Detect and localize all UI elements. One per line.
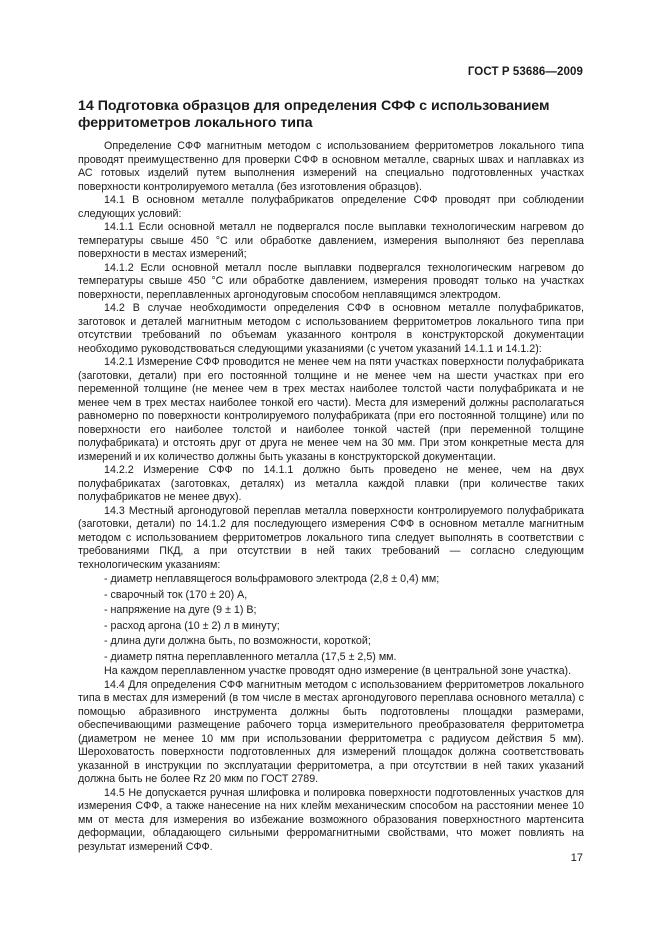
- paragraph-14-2-2: 14.2.2 Измерение СФФ по 14.1.1 должно быть проведено не менее, чем на двух полуфабрикатах (заготовках, деталях) из металла каждой плавки (при количестве таких полуфабрикатов не менее двух).: [78, 464, 584, 503]
- list-item: - расход аргона (10 ± 2) л в минуту;: [104, 619, 280, 632]
- paragraph-14-1-1: 14.1.1 Если основной металл не подвергался после выплавки технологическим нагревом до температуры свыше 450 °С или обработке давлением, измерения выполняют без переплава поверхности в местах измерений;: [78, 221, 584, 260]
- paragraph-14-2: 14.2 В случае необходимости определения СФФ в основном металле полуфабрикатов, заготовок и деталей магнитным методом с использованием ферритометров локального типа при отсутствии требований по объемам указанного контроля в конструкторской документации необходимо руководствоваться следующими указаниями (с учетом указаний 14.1.1 и 14.1.2):: [78, 302, 584, 355]
- paragraph-14-2-1: 14.2.1 Измерение СФФ проводится не менее чем на пяти участках поверхности полуфабриката (заготовки, детали) при его постоянной толщине и не менее чем на шести участках при его переменной толщине (не менее чем в трех местах наиболее толстой части полуфабриката и не менее чем в трех местах наиболее тонкой его части). Места для измерений должны располагаться равномерно по поверхности контролируемого полуфабриката (при его постоянной толщине) или по поверхности его наиболее толстой и наиболее тонкой частей (при переменной толщине полуфабриката) и отстоять друг от друга не менее чем на 30 мм. При этом конкретные места для измерений и их количество должны быть указаны в конструкторской документации.: [78, 356, 584, 463]
- paragraph-14-1: 14.1 В основном металле полуфабрикатов определение СФФ проводят при соблюдении следующих условий:: [78, 194, 584, 220]
- list-item: - диаметр неплавящегося вольфрамового электрода (2,8 ± 0,4) мм;: [104, 573, 440, 585]
- remelting-parameters-list: [78, 572, 584, 665]
- paragraph-intro: Определение СФФ магнитным методом с использованием ферритометров локального типа проводят преимущественно для проверки СФФ в основном металле, сварных швах и наплавках из АС готовых изделий путем выполнения измерений на специально подготовленных участках поверхности контролируемого металла (без изготовления образцов).: [78, 140, 584, 193]
- section-body: [78, 140, 584, 854]
- paragraph-14-4: 14.4 Для определения СФФ магнитным методом с использованием ферритометров локального типа в местах для измерений (в том числе в местах аргонодугового переплава основного металла) с помощью абразивного инструмента должны быть подготовлены площадки размерами, обеспечивающими размещение рабочего торца измерительного преобразователя ферритометра (диаметром не менее 10 мм при использовании ферритометра с радиусом действия 5 мм). Шероховатость поверхности подготовленных для измерений площадок должна соответствовать указанной в инструкции по эксплуатации ферритометра, а при отсутствии в ней таких указаний должна быть не более Rz 20 мкм по ГОСТ 2789.: [78, 678, 584, 785]
- standard-header: ГОСТ Р 53686—2009: [467, 66, 583, 78]
- list-item: - сварочный ток (170 ± 20) А,: [104, 588, 248, 601]
- paragraph-14-5: 14.5 Не допускается ручная шлифовка и полировка поверхности подготовленных участков для измерения СФФ, а также нанесение на них клейм механическим способом на расстоянии менее 10 мм от места для измерения во избежание возможного образования поверхностного мартенсита деформации, обладающего сильными ферромагнитными свойствами, что может повлиять на результат измерений СФФ.: [78, 786, 584, 853]
- paragraph-one-measurement: На каждом переплавленном участке проводят одно измерение (в центральной зоне участка).: [104, 665, 572, 677]
- list-item: - диаметр пятна переплавленного металла (17,5 ± 2,5) мм.: [104, 650, 397, 663]
- page-number: 17: [570, 852, 583, 864]
- section-title: 14 Подготовка образцов для определения СФФ с использованием ферритометров локального типа: [78, 98, 550, 131]
- list-item: - напряжение на дуге (9 ± 1) В;: [104, 604, 257, 616]
- list-item: - длина дуги должна быть, по возможности, короткой;: [104, 635, 371, 647]
- paragraph-14-3: 14.3 Местный аргонодуговой переплав металла поверхности контролируемого полуфабриката (заготовки, детали) по 14.1.2 для последующего измерения СФФ в основном металле магнитным методом с использованием ферритометров локального типа следует выполнять в соответствии с требованиями ПКД, а при отсутствии в ней таких требований — согласно следующим технологическим указаниям:: [78, 504, 584, 571]
- paragraph-14-1-2: 14.1.2 Если основной металл после выплавки подвергался технологическим нагревом до температуры свыше 450 °С или обработке давлением, измерения проводят только на участках поверхности, переплавленных аргонодуговым способом неплавящимся электродом.: [78, 261, 584, 301]
